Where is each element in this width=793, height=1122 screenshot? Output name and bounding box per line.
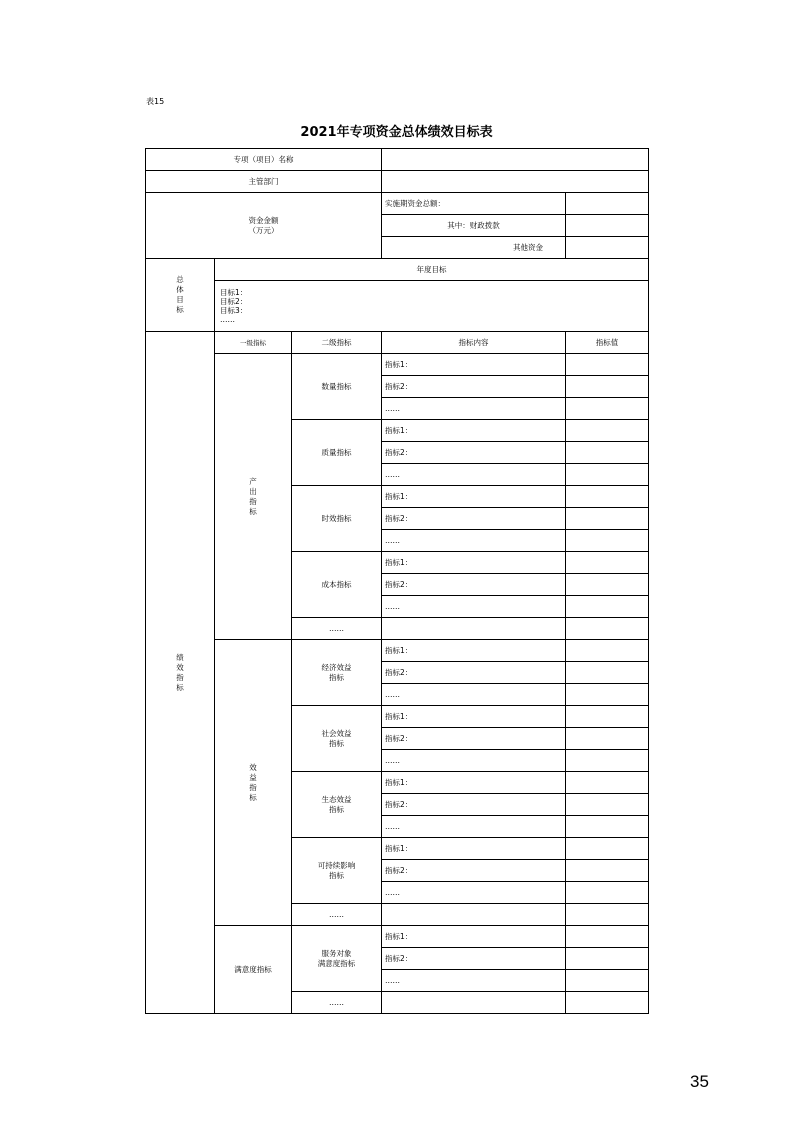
indicator-value[interactable] (566, 354, 649, 376)
level2-indicator-label: 时效指标 (292, 486, 382, 552)
indicator-value[interactable] (566, 772, 649, 794)
department-row (146, 171, 649, 193)
indicator-value[interactable] (566, 816, 649, 838)
indicator-value[interactable] (566, 794, 649, 816)
table-number: 表15 (146, 97, 165, 106)
indicator-content[interactable]: …… (382, 684, 566, 706)
level2-indicator-label: 成本指标 (292, 552, 382, 618)
indicator-content[interactable]: 指标1： (382, 838, 566, 860)
indicator-value[interactable] (566, 420, 649, 442)
indicator-content[interactable]: …… (382, 970, 566, 992)
fiscal-funds-value[interactable] (566, 215, 649, 237)
indicator-value[interactable] (566, 640, 649, 662)
level2-indicator-label: 生态效益 指标 (292, 772, 382, 838)
total-funds-value[interactable] (566, 193, 649, 215)
indicator-content[interactable]: …… (382, 530, 566, 552)
indicator-content[interactable]: 指标2： (382, 508, 566, 530)
indicator-value[interactable] (566, 486, 649, 508)
indicator-value[interactable] (566, 706, 649, 728)
page-number: 35 (690, 1072, 709, 1091)
level2-indicator-label: 社会效益 指标 (292, 706, 382, 772)
indicator-value[interactable] (566, 376, 649, 398)
performance-goal-table (145, 148, 649, 1014)
indicator-content[interactable]: 指标2： (382, 948, 566, 970)
project-name-label: 专项（项目）名称 (146, 149, 382, 171)
satisfaction-indicator-label: 满意度指标 (215, 926, 292, 1014)
indicator-value[interactable] (566, 508, 649, 530)
indicator-value[interactable] (566, 926, 649, 948)
indicator-row (146, 640, 649, 662)
more-indicators-value[interactable] (566, 904, 649, 926)
more-indicators-label: …… (292, 904, 382, 926)
indicator-content[interactable]: 指标1： (382, 772, 566, 794)
funds-label: 资金金额 （万元） (146, 193, 382, 259)
department-value[interactable] (382, 171, 649, 193)
indicator-row (146, 926, 649, 948)
indicator-content[interactable]: 指标2： (382, 376, 566, 398)
indicator-content[interactable]: 指标1： (382, 706, 566, 728)
value-header: 指标值 (566, 332, 649, 354)
more-indicators-content[interactable] (382, 904, 566, 926)
indicator-value[interactable] (566, 728, 649, 750)
level2-indicator-label: 经济效益 指标 (292, 640, 382, 706)
level2-indicator-label: 服务对象 满意度指标 (292, 926, 382, 992)
more-indicators-content[interactable] (382, 618, 566, 640)
indicator-value[interactable] (566, 662, 649, 684)
indicator-content[interactable]: 指标1： (382, 552, 566, 574)
document-title: 2021年专项资金总体绩效目标表 (300, 125, 493, 140)
indicator-content[interactable]: 指标2： (382, 574, 566, 596)
more-indicators-label: …… (292, 992, 382, 1014)
indicator-content[interactable]: 指标2： (382, 860, 566, 882)
annual-goal-content[interactable]: 目标1： 目标2： 目标3： …… (215, 281, 649, 332)
indicator-content[interactable]: 指标2： (382, 728, 566, 750)
level2-indicator-label: 质量指标 (292, 420, 382, 486)
total-funds-label: 实施期资金总额： (382, 193, 566, 215)
more-indicators-value[interactable] (566, 618, 649, 640)
indicator-header-row (146, 332, 649, 354)
indicator-content[interactable]: 指标1： (382, 926, 566, 948)
indicator-content[interactable]: …… (382, 882, 566, 904)
indicator-value[interactable] (566, 948, 649, 970)
indicator-content[interactable]: 指标1： (382, 420, 566, 442)
indicator-value[interactable] (566, 398, 649, 420)
output-indicator-label: 产 出 指 标 (215, 354, 292, 640)
performance-indicator-side-label: 绩 效 指 标 (146, 332, 215, 1014)
indicator-value[interactable] (566, 684, 649, 706)
other-funds-label: 其他资金 (382, 237, 566, 259)
indicator-content[interactable]: 指标2： (382, 794, 566, 816)
project-name-value[interactable] (382, 149, 649, 171)
annual-goal-content-row (146, 281, 649, 332)
indicator-value[interactable] (566, 970, 649, 992)
level2-indicator-label: 数量指标 (292, 354, 382, 420)
indicator-content[interactable]: …… (382, 464, 566, 486)
indicator-content[interactable]: …… (382, 816, 566, 838)
indicator-value[interactable] (566, 860, 649, 882)
department-label: 主管部门 (146, 171, 382, 193)
level1-header: 一级指标 (215, 332, 292, 354)
indicator-row (146, 354, 649, 376)
indicator-content[interactable]: 指标1： (382, 640, 566, 662)
annual-goal-label: 年度目标 (215, 259, 649, 281)
overall-goal-side-label: 总 体 目 标 (146, 259, 215, 332)
funds-row-total (146, 193, 649, 215)
level2-indicator-label: 可持续影响 指标 (292, 838, 382, 904)
more-indicators-value[interactable] (566, 992, 649, 1014)
indicator-content[interactable]: 指标1： (382, 486, 566, 508)
indicator-value[interactable] (566, 530, 649, 552)
indicator-value[interactable] (566, 750, 649, 772)
indicator-content[interactable]: …… (382, 398, 566, 420)
indicator-value[interactable] (566, 838, 649, 860)
annual-goal-header-row (146, 259, 649, 281)
indicator-value[interactable] (566, 574, 649, 596)
content-header: 指标内容 (382, 332, 566, 354)
indicator-value[interactable] (566, 552, 649, 574)
indicator-content[interactable]: 指标2： (382, 662, 566, 684)
more-indicators-content[interactable] (382, 992, 566, 1014)
project-name-row (146, 149, 649, 171)
indicator-content[interactable]: …… (382, 750, 566, 772)
indicator-value[interactable] (566, 464, 649, 486)
indicator-content[interactable]: 指标1： (382, 354, 566, 376)
fiscal-funds-label: 其中：财政拨款 (382, 215, 566, 237)
indicator-value[interactable] (566, 442, 649, 464)
indicator-content[interactable]: …… (382, 596, 566, 618)
indicator-value[interactable] (566, 596, 649, 618)
indicator-content[interactable]: 指标2： (382, 442, 566, 464)
more-indicators-label: …… (292, 618, 382, 640)
indicator-value[interactable] (566, 882, 649, 904)
benefit-indicator-label: 效 益 指 标 (215, 640, 292, 926)
other-funds-value[interactable] (566, 237, 649, 259)
level2-header: 二级指标 (292, 332, 382, 354)
